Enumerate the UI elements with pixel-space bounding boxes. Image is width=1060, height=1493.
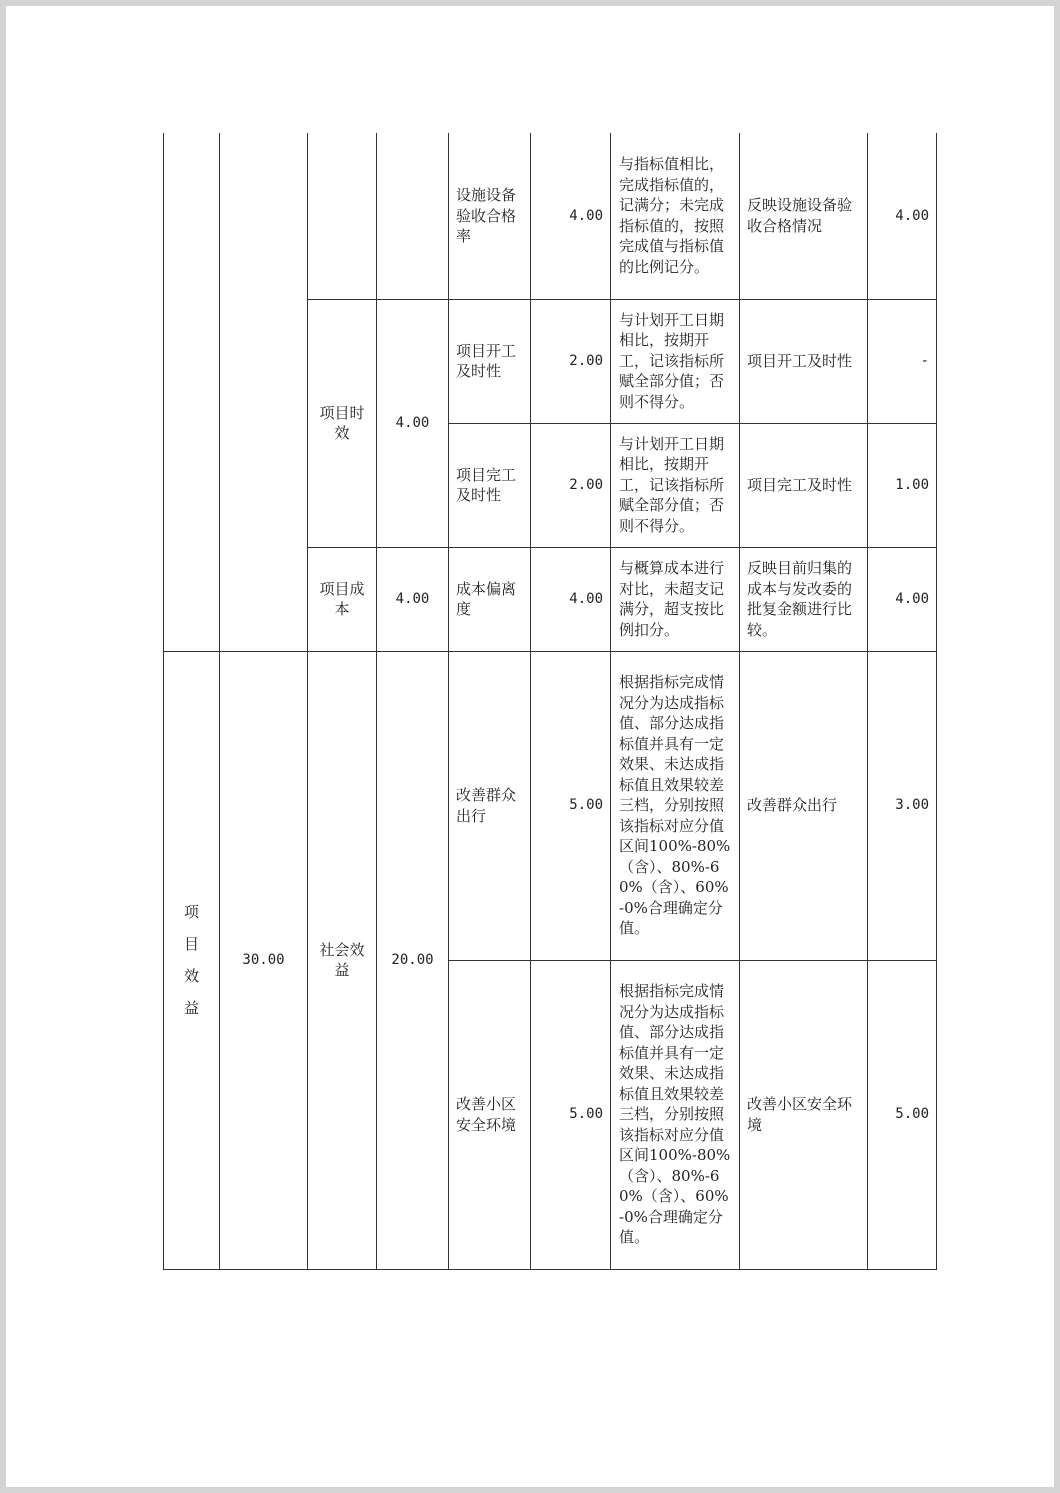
scoring-criteria: 与计划开工日期相比，按期开工，记该指标所赋全部分值；否则不得分。 bbox=[611, 299, 740, 423]
scoring-criteria: 与概算成本进行对比，未超支记满分，超支按比例扣分。 bbox=[611, 547, 740, 651]
indicator-description: 反映设施设备验收合格情况 bbox=[740, 133, 868, 299]
indicator-weight: 4.00 bbox=[531, 133, 611, 299]
scoring-criteria: 根据指标完成情况分为达成指标值、部分达成指标值并具有一定效果、未达成指标值且效果较差三档，分别按照该指标对应分值区间100%-80%（含）、80%-60%（含）、60%-0%合理确定分值。 bbox=[611, 651, 740, 960]
indicator-weight: 4.00 bbox=[531, 547, 611, 651]
performance-evaluation-table bbox=[163, 133, 937, 1270]
indicator-score: 5.00 bbox=[868, 960, 937, 1269]
secondary-indicator-timeliness: 项目时效 bbox=[308, 299, 377, 547]
indicator-weight: 2.00 bbox=[531, 299, 611, 423]
table-row bbox=[164, 651, 937, 960]
primary-weight-benefit: 30.00 bbox=[220, 651, 308, 1269]
scoring-criteria: 与计划开工日期相比，按期开工，记该指标所赋全部分值；否则不得分。 bbox=[611, 423, 740, 547]
scoring-criteria: 与指标值相比，完成指标值的，记满分；未完成指标值的，按照完成值与指标值的比例记分。 bbox=[611, 133, 740, 299]
indicator-score: 4.00 bbox=[868, 133, 937, 299]
indicator-description: 反映目前归集的成本与发改委的批复金额进行比较。 bbox=[740, 547, 868, 651]
category-char: 益 bbox=[183, 999, 199, 1017]
primary-indicator-benefit bbox=[164, 651, 220, 1269]
indicator-description: 项目开工及时性 bbox=[740, 299, 868, 423]
indicator-score: - bbox=[868, 299, 937, 423]
secondary-weight-social: 20.00 bbox=[377, 651, 449, 1269]
secondary-indicator-cost: 项目成本 bbox=[308, 547, 377, 651]
indicator-score: 1.00 bbox=[868, 423, 937, 547]
table-row bbox=[164, 133, 937, 299]
secondary-weight-cell-continued bbox=[377, 133, 449, 299]
indicator-name: 项目开工及时性 bbox=[449, 299, 531, 423]
secondary-weight-cost: 4.00 bbox=[377, 547, 449, 651]
category-char: 目 bbox=[183, 935, 199, 953]
secondary-weight-timeliness: 4.00 bbox=[377, 299, 449, 547]
indicator-description: 项目完工及时性 bbox=[740, 423, 868, 547]
indicator-name: 改善小区安全环境 bbox=[449, 960, 531, 1269]
category-char: 效 bbox=[183, 967, 199, 985]
indicator-description: 改善小区安全环境 bbox=[740, 960, 868, 1269]
indicator-score: 4.00 bbox=[868, 547, 937, 651]
indicator-name: 成本偏离度 bbox=[449, 547, 531, 651]
indicator-description: 改善群众出行 bbox=[740, 651, 868, 960]
category-cell-continued bbox=[164, 133, 220, 651]
indicator-score: 3.00 bbox=[868, 651, 937, 960]
secondary-cell-continued bbox=[308, 133, 377, 299]
scoring-criteria: 根据指标完成情况分为达成指标值、部分达成指标值并具有一定效果、未达成指标值且效果较差三档，分别按照该指标对应分值区间100%-80%（含）、80%-60%（含）、60%-0%合理确定分值。 bbox=[611, 960, 740, 1269]
indicator-name: 项目完工及时性 bbox=[449, 423, 531, 547]
category-weight-cell-continued bbox=[220, 133, 308, 651]
indicator-weight: 5.00 bbox=[531, 960, 611, 1269]
indicator-name: 改善群众出行 bbox=[449, 651, 531, 960]
indicator-weight: 5.00 bbox=[531, 651, 611, 960]
indicator-name: 设施设备验收合格率 bbox=[449, 133, 531, 299]
indicator-weight: 2.00 bbox=[531, 423, 611, 547]
category-char: 项 bbox=[183, 903, 199, 921]
secondary-indicator-social: 社会效益 bbox=[308, 651, 377, 1269]
